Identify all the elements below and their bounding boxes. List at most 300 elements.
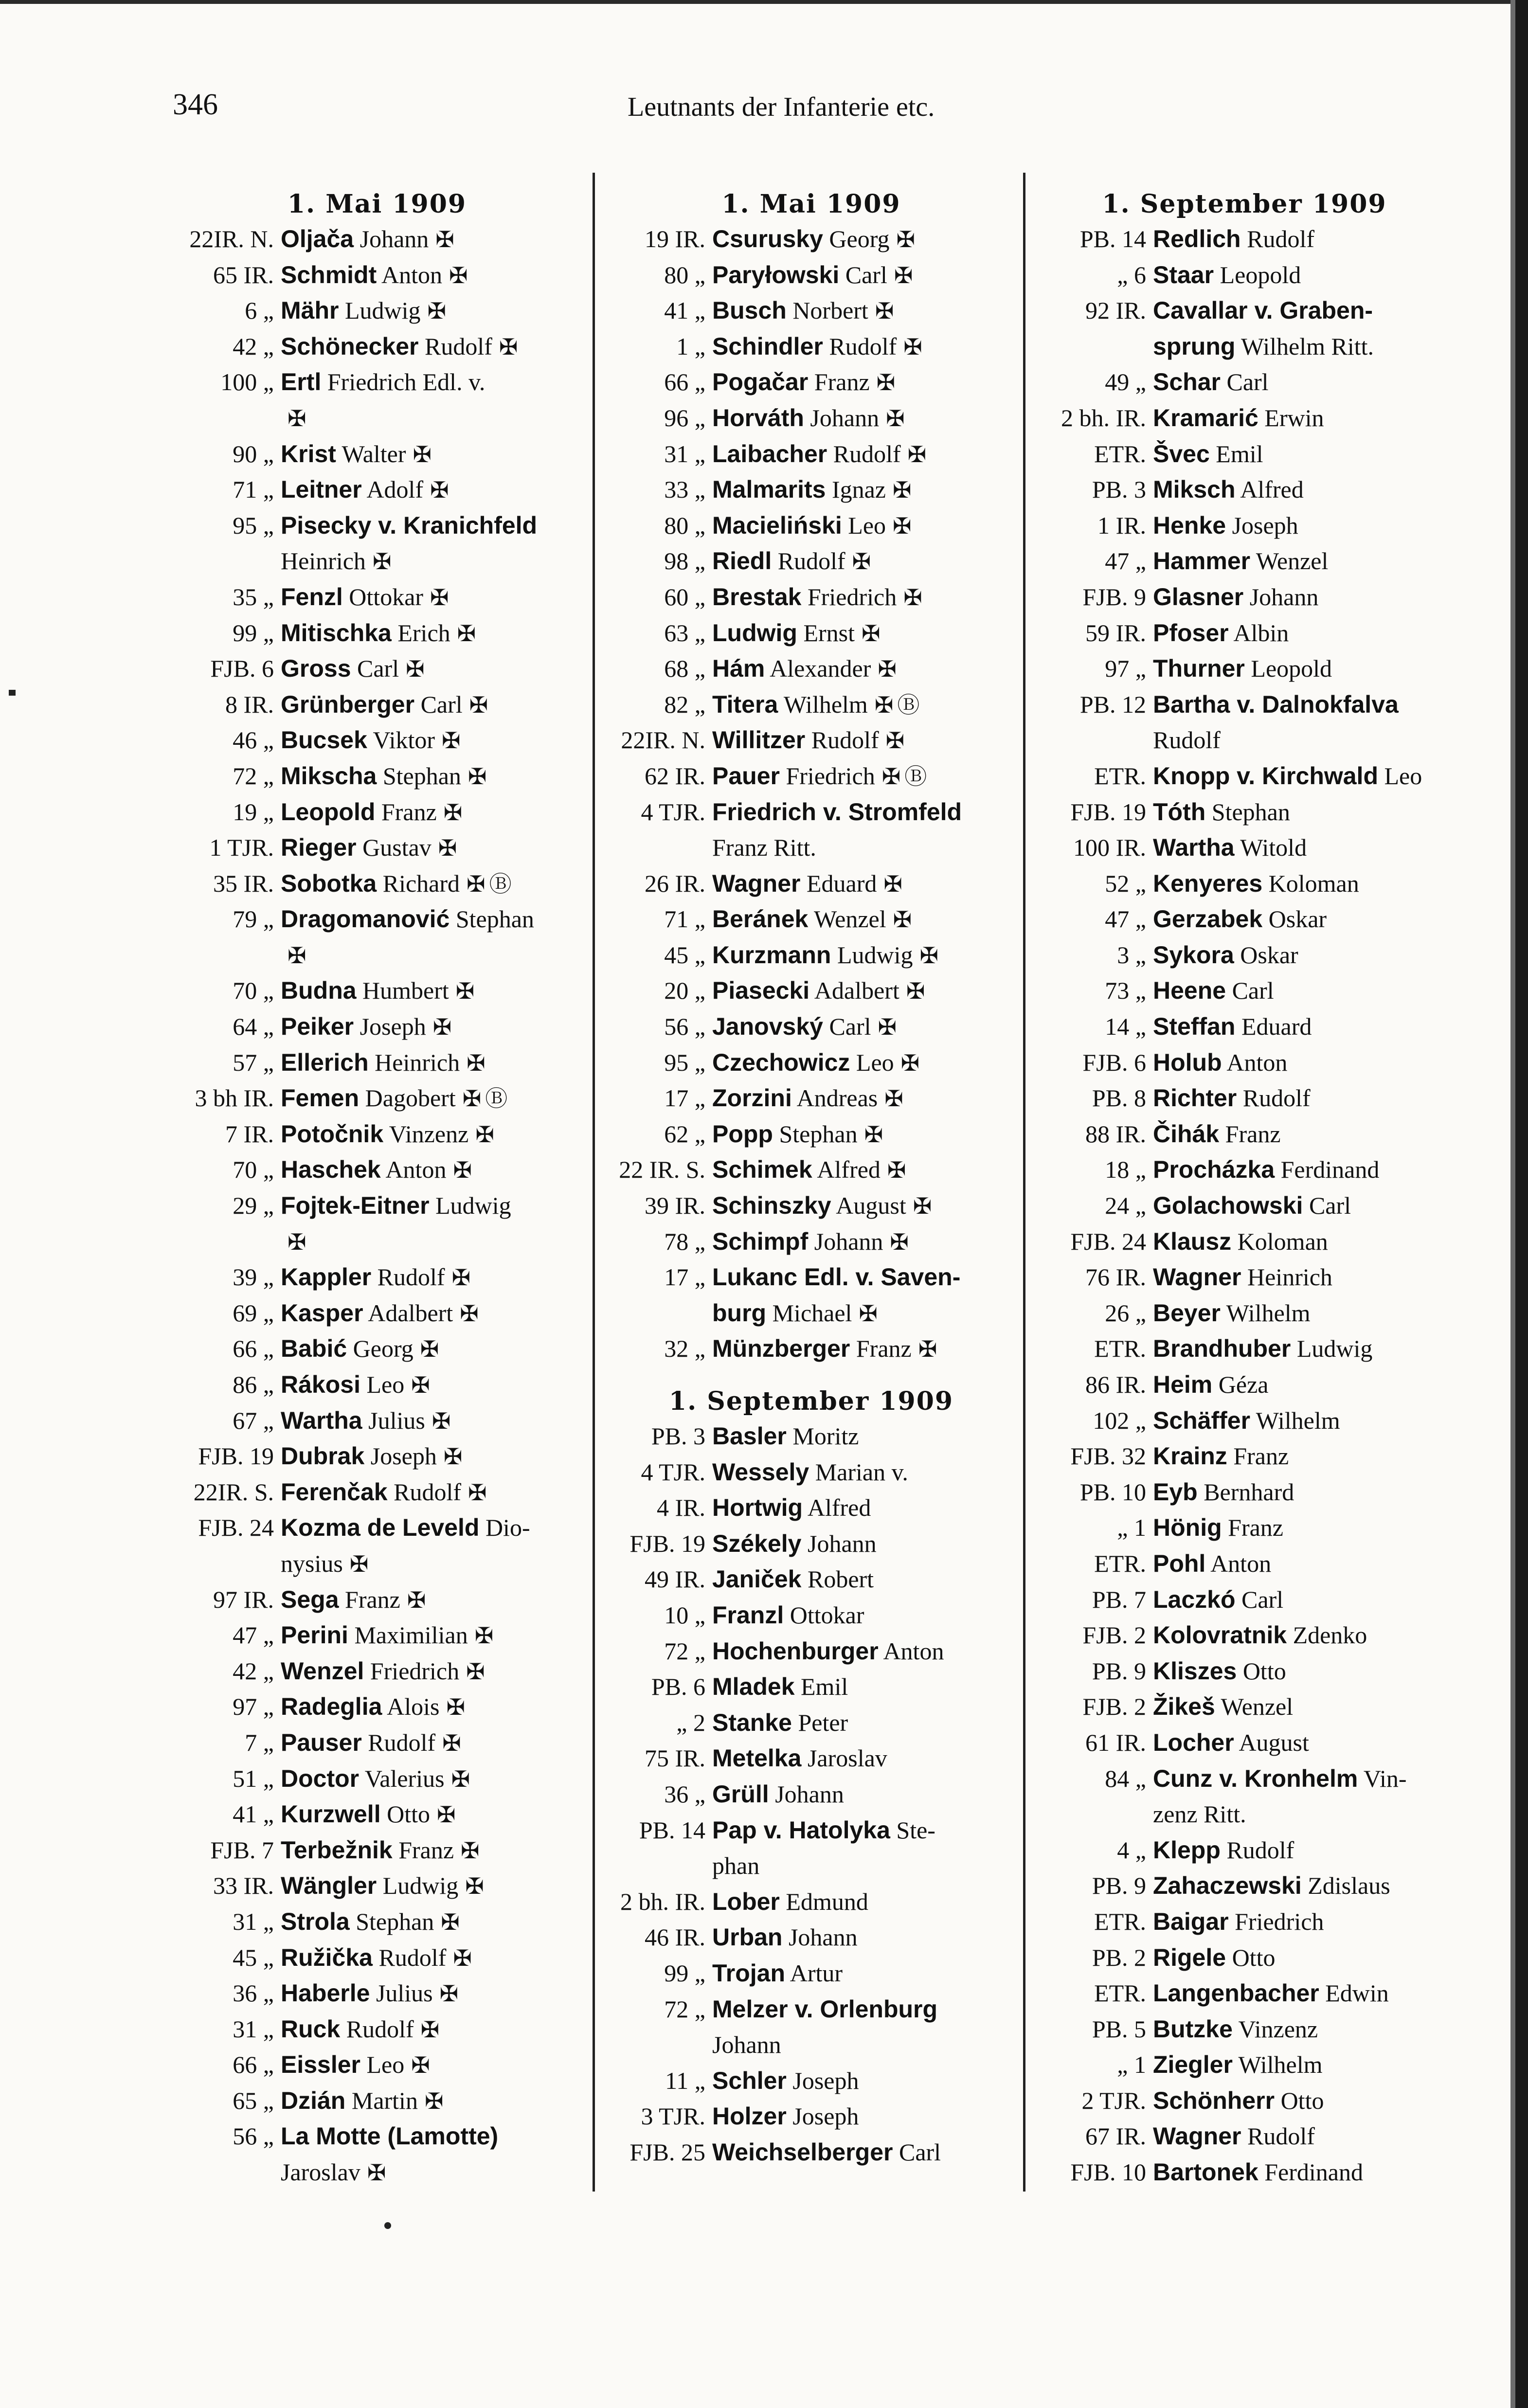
list-item <box>603 1455 1019 1491</box>
margin-mark <box>9 690 16 696</box>
list-item <box>1035 1617 1454 1653</box>
officer-entry <box>274 866 586 902</box>
unit-label: PB. 3 <box>651 1422 705 1450</box>
given-name: Anton <box>377 261 442 288</box>
surname: Glasner <box>1153 583 1244 611</box>
unit-label: 35 „ <box>233 583 274 611</box>
cross-icon: ✠ <box>372 548 392 575</box>
list-item <box>1035 1224 1454 1260</box>
given-name: Johann <box>782 1923 858 1951</box>
cross-icon: ✠ <box>430 584 449 611</box>
officer-entry <box>1146 1295 1454 1331</box>
cross-icon: ✠ <box>446 1694 466 1721</box>
given-name: Jaroslav <box>281 2158 360 2186</box>
given-name: Rudolf <box>805 726 879 754</box>
given-name: Anton <box>1205 1549 1272 1577</box>
surname: Haschek <box>281 1156 381 1184</box>
officer-entry <box>274 2155 586 2191</box>
surname: Ludwig <box>712 619 797 647</box>
list-item <box>168 1689 586 1725</box>
given-name: Franz <box>339 1585 400 1613</box>
cross-icon: ✠ <box>475 1121 494 1148</box>
officer-entry <box>274 579 586 615</box>
given-name: Emil <box>794 1673 848 1701</box>
list-item <box>1035 2083 1454 2119</box>
officer-entry <box>274 1438 586 1474</box>
given-name: Leo <box>360 2051 405 2079</box>
unit-label: 2 bh. IR. <box>620 1887 705 1915</box>
given-name: Friedrich <box>801 583 897 611</box>
officer-entry <box>1146 830 1454 866</box>
unit-label: ETR. <box>1094 1335 1146 1363</box>
unit-label: „ 1 <box>1117 2051 1146 2079</box>
unit-label: 24 „ <box>1105 1192 1146 1220</box>
officer-entry <box>274 615 586 651</box>
officer-entry <box>705 221 1019 257</box>
unit-label: 47 „ <box>1105 905 1146 933</box>
unit-label: PB. 6 <box>651 1673 705 1701</box>
given-name: Eduard <box>800 869 877 897</box>
surname: Sobotka <box>281 869 377 897</box>
surname: Thurner <box>1153 655 1245 683</box>
list-item <box>1035 830 1454 866</box>
list-item <box>168 1367 586 1403</box>
cross-icon: ✠ <box>862 620 881 647</box>
officer-entry <box>274 794 586 830</box>
officer-entry <box>274 2047 586 2083</box>
unit-label: PB. 7 <box>1092 1585 1146 1613</box>
officer-entry <box>705 1259 1019 1295</box>
given-name: Johann <box>769 1780 844 1808</box>
unit-label <box>1035 1797 1146 1833</box>
given-name: Johann <box>804 404 880 431</box>
list-item <box>1035 1474 1454 1510</box>
unit-label: PB. 9 <box>1092 1657 1146 1685</box>
cross-icon: ✠ <box>420 2016 440 2043</box>
unit-label: 62 IR. <box>645 762 705 790</box>
list-item <box>1035 1116 1454 1152</box>
surname: Mitischka <box>281 619 392 647</box>
given-name: Maximilian <box>348 1621 468 1649</box>
surname: Dragomanović <box>281 905 450 933</box>
list-item <box>603 2135 1019 2171</box>
given-name: Heinrich <box>368 1048 460 1076</box>
officer-entry <box>705 1009 1019 1045</box>
unit-label: 69 „ <box>233 1299 274 1327</box>
officer-entry <box>705 1741 1019 1777</box>
unit-label: 96 „ <box>664 404 705 431</box>
given-name: Johann <box>712 2031 781 2059</box>
given-name: Vinzenz <box>383 1120 469 1148</box>
cross-icon: ✠ <box>430 477 449 503</box>
cross-icon: ✠ <box>864 1121 883 1148</box>
officer-entry <box>705 364 1019 400</box>
surname: Stanke <box>712 1708 792 1736</box>
given-name: Wilhelm <box>1250 1406 1340 1434</box>
surname: Schindler <box>712 332 823 360</box>
officer-entry <box>1146 257 1454 293</box>
unit-label: 100 „ <box>220 368 274 396</box>
list-item <box>603 1152 1019 1188</box>
officer-entry <box>1146 472 1454 508</box>
officer-entry <box>274 937 586 973</box>
list-item <box>168 1259 586 1295</box>
surname: Heene <box>1153 977 1226 1005</box>
cross-icon: ✠ <box>413 441 432 467</box>
unit-label: 52 „ <box>1105 869 1146 897</box>
unit-label: PB. 14 <box>1079 225 1146 252</box>
unit-label: 95 „ <box>664 1048 705 1076</box>
officer-entry <box>1146 1940 1454 1976</box>
surname: Ziegler <box>1153 2051 1233 2079</box>
officer-entry <box>274 1116 586 1152</box>
given-name: Carl <box>1226 977 1274 1005</box>
surname: Leopold <box>281 798 376 826</box>
officer-entry <box>274 1582 586 1618</box>
cross-icon: ✠ <box>460 1300 479 1327</box>
given-name: Rudolf <box>371 1263 445 1291</box>
surname: Brandhuber <box>1153 1335 1291 1363</box>
officer-entry <box>705 866 1019 902</box>
column-3-list <box>1035 221 1454 2191</box>
surname: Titera <box>712 690 778 718</box>
given-name: Franz <box>808 368 870 396</box>
given-name: Joseph <box>786 2103 859 2130</box>
list-item <box>168 1510 586 1546</box>
unit-label: 92 IR. <box>1085 297 1146 324</box>
list-item <box>1035 1080 1454 1116</box>
list-item <box>168 1797 586 1833</box>
list-item <box>603 1777 1019 1813</box>
unit-label: 4 TJR. <box>641 1458 705 1486</box>
officer-entry <box>705 1116 1019 1152</box>
list-item <box>603 329 1019 365</box>
surname: burg <box>712 1299 767 1327</box>
list-item <box>168 830 586 866</box>
cross-icon: ✠ <box>437 1801 456 1828</box>
surname: Butzke <box>1153 2015 1233 2043</box>
surname: Bucsek <box>281 726 367 754</box>
given-name: Gustav <box>356 834 431 862</box>
surname: Strola <box>281 1907 350 1935</box>
unit-label: 67 IR. <box>1085 2122 1146 2150</box>
officer-entry <box>705 1598 1019 1634</box>
unit-label: 76 IR. <box>1085 1263 1146 1291</box>
list-item <box>603 1813 1019 1849</box>
given-name: Leo <box>1378 762 1422 790</box>
officer-entry <box>274 1403 586 1439</box>
officer-entry <box>274 400 586 436</box>
list-item <box>168 221 586 257</box>
officer-entry <box>1146 364 1454 400</box>
given-name: Marian v. <box>809 1458 908 1486</box>
unit-label: PB. 5 <box>1092 2015 1146 2043</box>
surname: Czechowicz <box>712 1048 850 1076</box>
surname: Babić <box>281 1335 347 1363</box>
officer-entry <box>1146 1438 1454 1474</box>
given-name: Wenzel <box>808 905 886 933</box>
surname: Kasper <box>281 1299 363 1327</box>
officer-entry <box>1146 1403 1454 1439</box>
list-item <box>603 901 1019 937</box>
given-name: Stephan <box>449 905 534 933</box>
list-item <box>603 508 1019 544</box>
list-item <box>1035 1546 1454 1582</box>
cross-icon: ✠ <box>886 405 905 431</box>
running-title: Leutnants der Infanterie etc. <box>628 92 935 122</box>
officer-entry <box>274 257 586 293</box>
cross-icon: ✠ <box>288 942 306 969</box>
given-name: Martin <box>345 2086 418 2114</box>
given-name: Alfred <box>1235 476 1304 503</box>
cross-icon: ✠ <box>467 763 487 790</box>
list-item <box>168 1617 586 1653</box>
given-name: Alfred <box>803 1494 871 1522</box>
cross-icon: ✠ <box>874 691 894 718</box>
unit-label <box>168 937 274 973</box>
list-item <box>603 866 1019 902</box>
given-name: Oskar <box>1262 905 1327 933</box>
surname: Rieger <box>281 834 357 862</box>
cross-icon: ✠ <box>467 870 485 897</box>
unit-label: PB. 10 <box>1079 1478 1146 1506</box>
unit-label: 72 „ <box>233 762 274 790</box>
officer-entry <box>705 472 1019 508</box>
surname: Riedl <box>712 547 772 575</box>
surname: Pauer <box>712 762 780 790</box>
surname: Langenbacher <box>1153 1979 1319 2007</box>
unit-label: FJB. 7 <box>210 1836 274 1864</box>
surname: Wenzel <box>281 1657 364 1685</box>
unit-label: 71 „ <box>233 476 274 503</box>
list-item <box>603 1526 1019 1562</box>
surname: Horváth <box>712 404 804 431</box>
surname: Fojtek-Eitner <box>281 1192 430 1220</box>
unit-label: FJB. 19 <box>1070 798 1146 826</box>
list-item <box>603 2063 1019 2099</box>
surname: Zahaczewski <box>1153 1872 1302 1900</box>
page-number: 346 <box>173 88 218 121</box>
given-name: Dio- <box>479 1514 530 1542</box>
officer-entry <box>274 543 586 579</box>
officer-entry <box>1146 579 1454 615</box>
list-item <box>168 937 586 973</box>
given-name: Wilhelm <box>778 690 868 718</box>
surname: Doctor <box>281 1764 360 1792</box>
given-name: Otto <box>1275 2086 1324 2114</box>
officer-entry <box>274 2119 586 2155</box>
unit-label: FJB. 9 <box>1082 583 1146 611</box>
officer-entry <box>705 615 1019 651</box>
list-item <box>603 1992 1019 2028</box>
officer-entry <box>274 1045 586 1081</box>
list-item <box>603 1009 1019 1045</box>
officer-entry <box>705 1813 1019 1849</box>
cross-icon: ✠ <box>906 978 925 1005</box>
given-name: Rudolf <box>361 1728 436 1756</box>
list-item <box>1035 293 1454 329</box>
unit-label: FJB. 19 <box>198 1442 274 1470</box>
given-name: Norbert <box>786 297 868 324</box>
given-name: Oskar <box>1234 941 1298 969</box>
given-name: Edmund <box>779 1887 868 1915</box>
list-item <box>168 1653 586 1689</box>
officer-entry <box>705 2099 1019 2135</box>
given-name: Friedrich <box>364 1657 460 1685</box>
given-name: Alfred <box>812 1156 881 1184</box>
list-item <box>1035 1797 1454 1833</box>
list-item <box>1035 2047 1454 2083</box>
list-item <box>168 901 586 937</box>
officer-entry <box>705 1992 1019 2028</box>
surname: Kliszes <box>1153 1657 1237 1685</box>
unit-label: 8 IR. <box>225 690 274 718</box>
given-name: Rudolf <box>1237 1084 1311 1112</box>
unit-label: 31 „ <box>664 440 705 467</box>
cross-icon: ✠ <box>449 262 468 288</box>
cross-icon: ✠ <box>441 1908 460 1935</box>
list-item <box>168 1188 586 1224</box>
surname: Paryłowski <box>712 261 840 288</box>
cross-icon: ✠ <box>876 369 896 396</box>
officer-entry <box>274 1009 586 1045</box>
officer-entry <box>1146 1582 1454 1618</box>
list-item <box>1035 221 1454 257</box>
officer-entry <box>274 722 586 758</box>
given-name: Koloman <box>1262 869 1359 897</box>
officer-entry <box>705 794 1019 830</box>
surname: Procházka <box>1153 1156 1275 1184</box>
unit-label: PB. 12 <box>1079 690 1146 718</box>
cross-icon: ✠ <box>424 2087 444 2114</box>
officer-entry <box>1146 2012 1454 2048</box>
officer-entry <box>1146 758 1454 794</box>
list-item <box>1035 1582 1454 1618</box>
surname: Holzer <box>712 2103 787 2130</box>
officer-entry <box>274 1152 586 1188</box>
officer-entry <box>274 2083 586 2119</box>
cross-icon: ✠ <box>453 1157 472 1184</box>
given-name: Franz <box>1219 1120 1281 1148</box>
surname: Ružička <box>281 1943 373 1971</box>
list-item <box>168 1045 586 1081</box>
unit-label: 11 „ <box>665 2067 705 2094</box>
cross-icon: ✠ <box>420 1336 439 1363</box>
given-name: Leopold <box>1244 655 1332 683</box>
officer-entry <box>705 687 1019 723</box>
officer-entry <box>1146 1833 1454 1869</box>
unit-label: 56 „ <box>664 1013 705 1041</box>
unit-label <box>603 1848 705 1884</box>
unit-label: 70 „ <box>233 1156 274 1184</box>
given-name: Valerius <box>359 1764 445 1792</box>
officer-entry <box>274 1546 586 1582</box>
list-item <box>168 2083 586 2119</box>
surname: Friedrich v. Stromfeld <box>712 798 962 826</box>
list-item <box>1035 1009 1454 1045</box>
officer-entry <box>1146 1331 1454 1367</box>
unit-label: 65 „ <box>233 2086 274 2114</box>
unit-label: ETR. <box>1094 440 1146 467</box>
surname: Kenyeres <box>1153 869 1263 897</box>
unit-label: 2 bh. IR. <box>1061 404 1146 431</box>
list-item <box>1035 436 1454 472</box>
column-rule-2 <box>1023 173 1025 2192</box>
given-name: Julius <box>370 1979 433 2007</box>
officer-entry <box>1146 293 1454 329</box>
surname: Ellerich <box>281 1048 369 1076</box>
given-name: Franz <box>850 1335 912 1363</box>
list-item <box>168 1868 586 1904</box>
officer-entry <box>1146 973 1454 1009</box>
officer-entry <box>1146 329 1454 365</box>
list-item <box>603 364 1019 400</box>
surname: Hönig <box>1153 1514 1222 1542</box>
list-item <box>603 400 1019 436</box>
surname: Knopp v. Kirchwald <box>1153 762 1378 790</box>
unit-label: 82 „ <box>664 690 705 718</box>
surname: Haberle <box>281 1979 370 2007</box>
given-name: Ferdinand <box>1275 1156 1380 1184</box>
list-item <box>1035 687 1454 723</box>
unit-label: ETR. <box>1094 1907 1146 1935</box>
given-name: Wilhelm <box>1221 1299 1311 1327</box>
unit-label: 72 „ <box>664 1637 705 1665</box>
list-item <box>603 794 1019 830</box>
surname: Wagner <box>1153 2122 1241 2150</box>
list-item <box>1035 508 1454 544</box>
unit-label: ETR. <box>1094 1549 1146 1577</box>
list-item <box>1035 937 1454 973</box>
officer-entry <box>274 1617 586 1653</box>
unit-label: 1 TJR. <box>209 834 274 862</box>
unit-label: 60 „ <box>664 583 705 611</box>
surname: Potočnik <box>281 1120 384 1148</box>
unit-label: PB. 3 <box>1092 476 1146 503</box>
officer-entry <box>705 901 1019 937</box>
surname: Kappler <box>281 1263 372 1291</box>
list-item <box>603 1669 1019 1705</box>
unit-label: 2 TJR. <box>1081 2086 1146 2114</box>
list-item <box>1035 1188 1454 1224</box>
unit-label: 46 IR. <box>645 1923 705 1951</box>
officer-entry <box>705 293 1019 329</box>
unit-label: FJB. 6 <box>210 655 274 683</box>
officer-entry <box>705 329 1019 365</box>
surname: Schler <box>712 2067 787 2094</box>
list-item <box>168 1546 586 1582</box>
circled-b-icon: Ⓑ <box>489 870 512 897</box>
officer-entry <box>1146 1761 1454 1797</box>
list-item <box>1035 329 1454 365</box>
given-name: Rudolf <box>387 1478 461 1506</box>
unit-label: 4 IR. <box>657 1494 705 1522</box>
surname: Hochenburger <box>712 1637 879 1665</box>
given-name: Rudolf <box>1153 726 1221 754</box>
given-name: Carl <box>351 655 399 683</box>
officer-entry <box>705 1777 1019 1813</box>
surname: Weichselberger <box>712 2138 893 2166</box>
given-name: Georg <box>347 1335 413 1363</box>
given-name: Leo <box>850 1048 894 1076</box>
officer-entry <box>1146 901 1454 937</box>
surname: Sykora <box>1153 941 1234 969</box>
unit-label: 22IR. S. <box>193 1478 274 1506</box>
officer-entry <box>705 436 1019 472</box>
list-item <box>603 1080 1019 1116</box>
unit-label: 65 IR. <box>213 261 274 288</box>
unit-label: 31 „ <box>233 1907 274 1935</box>
